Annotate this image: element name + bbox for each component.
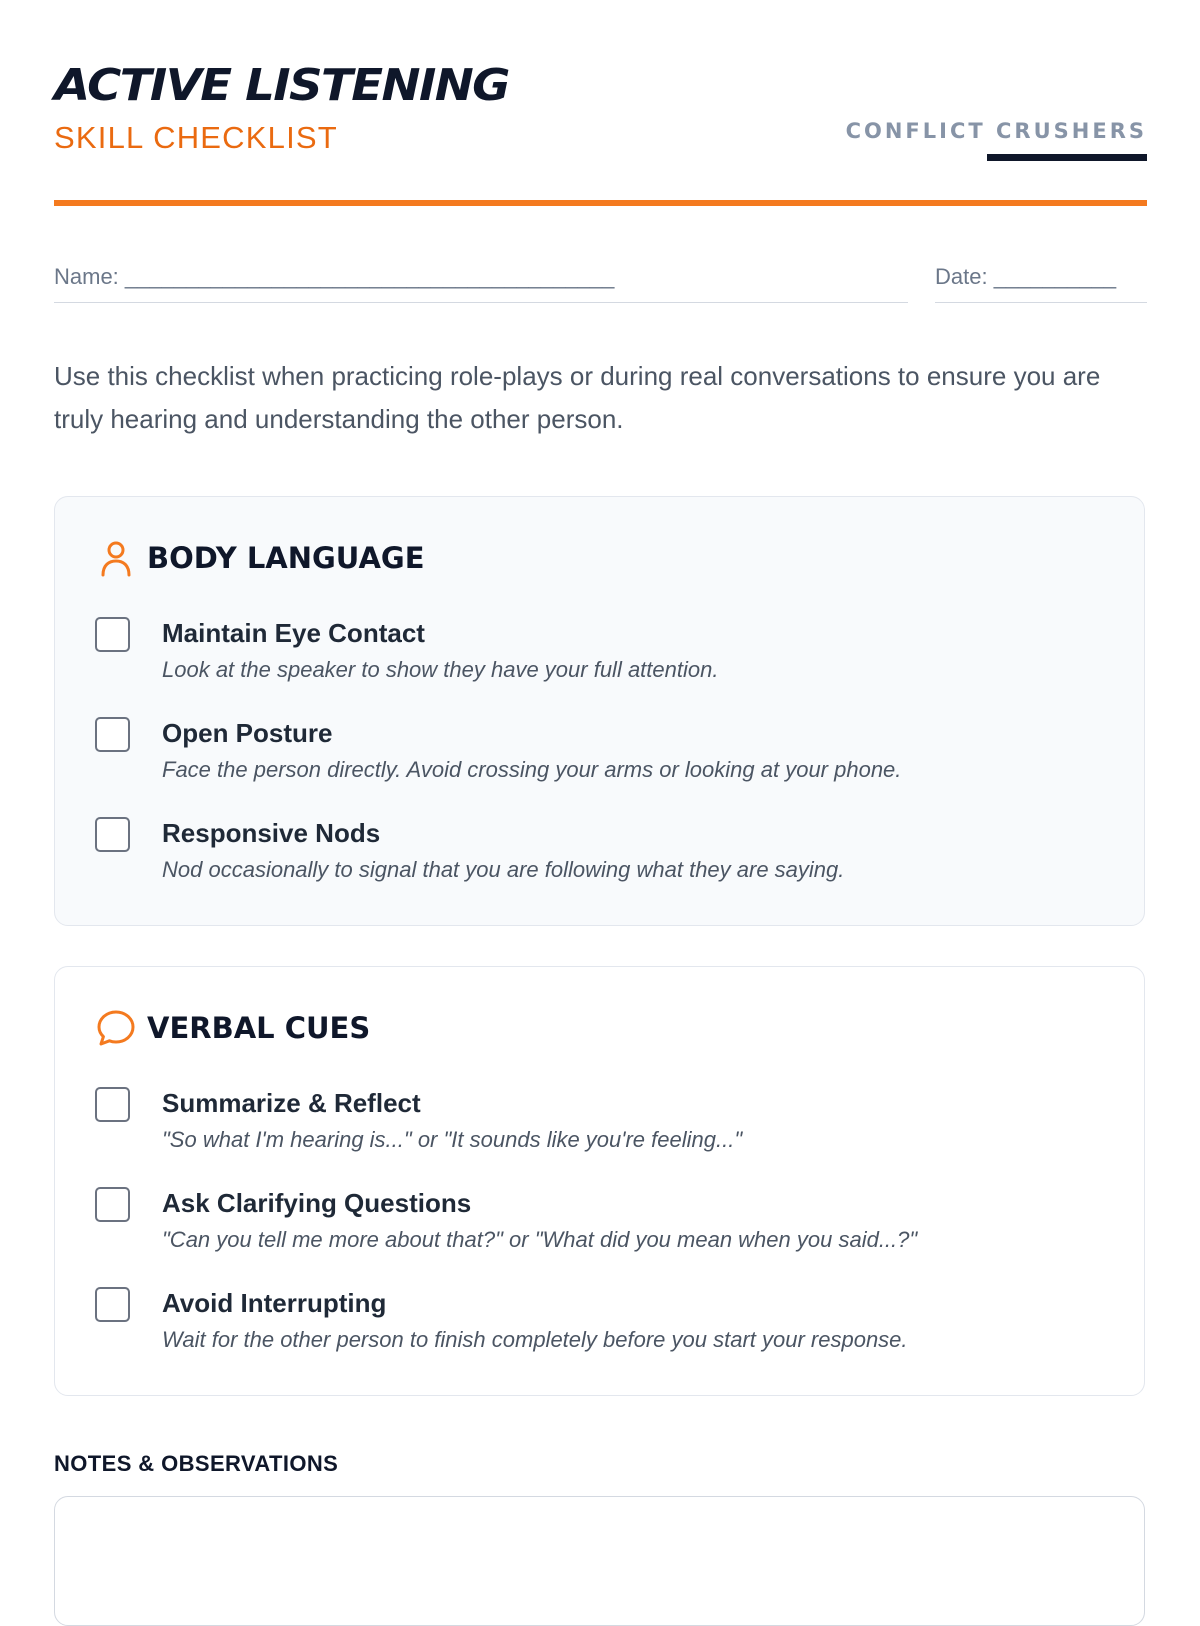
checkbox[interactable] xyxy=(95,817,130,852)
item-label: Responsive Nods xyxy=(162,818,381,848)
page-subtitle: SKILL CHECKLIST xyxy=(54,120,338,155)
item-description: "Can you tell me more about that?" or "What did you mean when you said...?" xyxy=(162,1227,918,1252)
checklist-item xyxy=(95,615,1095,695)
item-label: Ask Clarifying Questions xyxy=(162,1188,472,1218)
section-body-language xyxy=(54,496,1145,926)
section-header xyxy=(95,537,425,579)
person-icon xyxy=(95,537,137,579)
speech-bubble-icon xyxy=(95,1007,137,1049)
checkbox[interactable] xyxy=(95,1087,130,1122)
checklist-item xyxy=(95,1185,1095,1265)
checklist-page xyxy=(54,0,1147,1600)
item-label: Maintain Eye Contact xyxy=(162,618,425,648)
checkbox[interactable] xyxy=(95,717,130,752)
checkbox[interactable] xyxy=(95,1287,130,1322)
checklist-item xyxy=(95,815,1095,895)
item-description: Look at the speaker to show they have your full attention. xyxy=(162,657,719,682)
brand-underline xyxy=(987,154,1147,161)
checklist-item xyxy=(95,715,1095,795)
brand-name: CONFLICT CRUSHERS xyxy=(845,119,1147,143)
page-title: ACTIVE LISTENING xyxy=(54,60,509,111)
item-label: Open Posture xyxy=(162,718,333,748)
item-label: Summarize & Reflect xyxy=(162,1088,421,1118)
section-title: BODY LANGUAGE xyxy=(147,541,425,575)
section-title: VERBAL CUES xyxy=(147,1011,371,1045)
item-label: Avoid Interrupting xyxy=(162,1288,387,1318)
header-divider xyxy=(54,200,1147,206)
meta-row xyxy=(54,262,1147,302)
date-field[interactable]: Date: __________ xyxy=(935,262,1147,303)
header xyxy=(54,52,1147,206)
notes-title: NOTES & OBSERVATIONS xyxy=(54,1451,339,1476)
checkbox[interactable] xyxy=(95,1187,130,1222)
notes-textarea[interactable] xyxy=(54,1496,1145,1626)
item-description: "So what I'm hearing is..." or "It sounds like you're feeling..." xyxy=(162,1127,743,1152)
name-field[interactable]: Name: ________________________________________ xyxy=(54,262,908,303)
checklist-item xyxy=(95,1285,1095,1365)
checklist-item xyxy=(95,1085,1095,1165)
intro-text: Use this checklist when practicing role-plays or during real conversations to ensure you are truly hearing and understanding the other person. xyxy=(54,361,1101,434)
checkbox[interactable] xyxy=(95,617,130,652)
item-description: Wait for the other person to finish completely before you start your response. xyxy=(162,1327,908,1352)
section-header xyxy=(95,1007,370,1049)
section-verbal-cues xyxy=(54,966,1145,1396)
item-description: Nod occasionally to signal that you are following what they are saying. xyxy=(162,857,845,882)
item-description: Face the person directly. Avoid crossing your arms or looking at your phone. xyxy=(162,757,902,782)
